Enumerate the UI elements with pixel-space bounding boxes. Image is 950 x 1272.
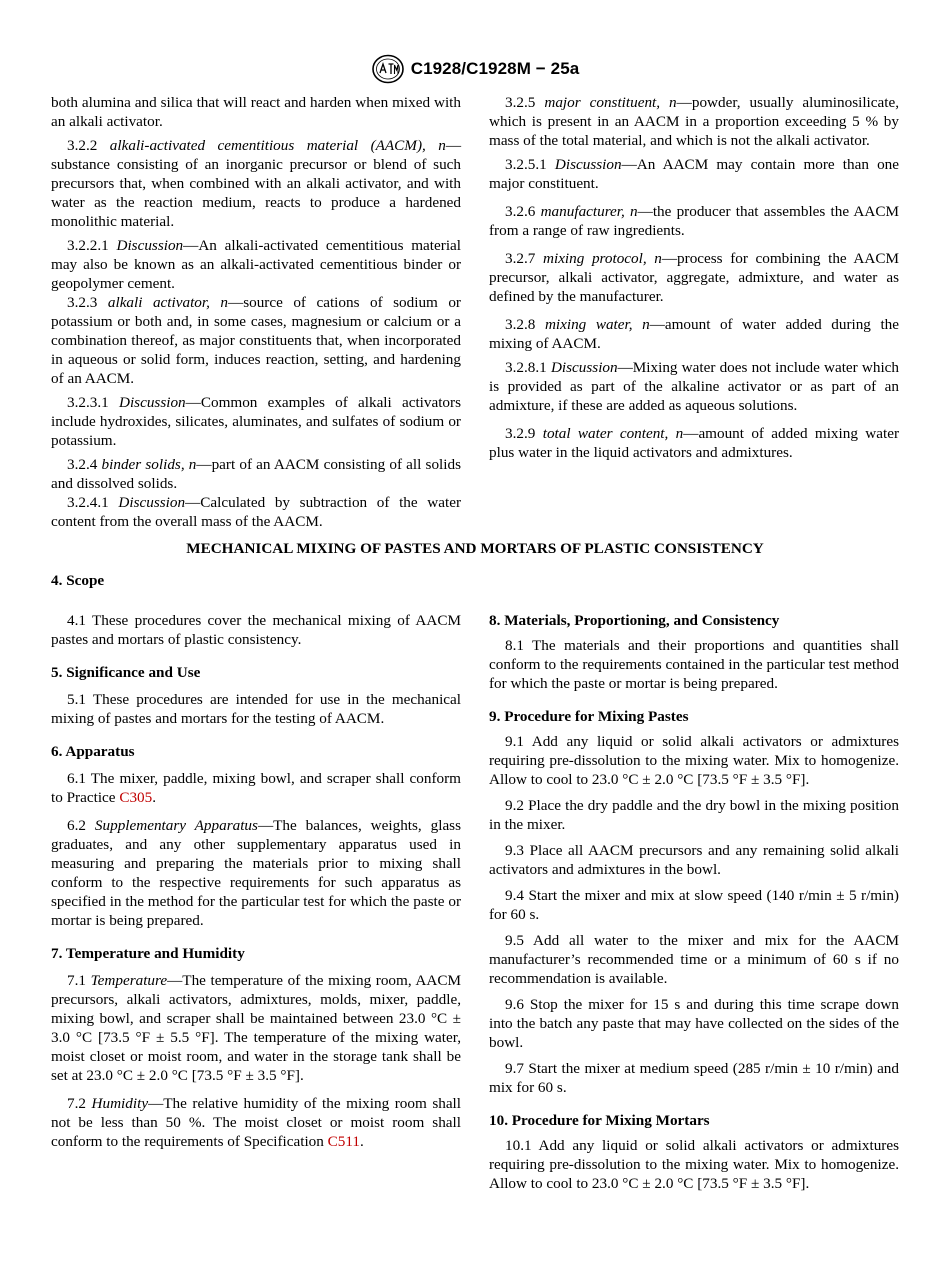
definition-3-2-3: 3.2.3 alkali activator, n—source of cations of sodium or potassium or both and, in some cases, magnesium or calcium or a combination thereof, as major constituents that, when incorporated in aqueous or solid form, induces reaction, setting, and hardening of an AACM. [51, 294, 461, 387]
paragraph-7-2: 7.2 Humidity—The relative humidity of the mixing room shall not be less than 50 %. The moist closet or moist room shall conform to the requirements of Specification C511. [51, 1095, 461, 1150]
document-designation: C1928/C1928M − 25a [410, 59, 580, 78]
section-title: MECHANICAL MIXING OF PASTES AND MORTARS OF PLASTIC CONSISTENCY [186, 540, 764, 557]
definition-3-2-7: 3.2.7 mixing protocol, n—process for combining the AACM precursor, alkali activator, aggregate, admixture, and water as defined by the manufacturer. [489, 250, 899, 305]
heading-temperature-humidity: 7. Temperature and Humidity [51, 945, 245, 962]
paragraph-8-1: 8.1 The materials and their proportions and quantities shall conform to the requirements contained in the particular test method for which the paste or mortar is being prepared. [489, 637, 899, 692]
definition-3-2-3-1: 3.2.3.1 Discussion—Common examples of alkali activators include hydroxides, silicates, aluminates, and sulfates of sodium or potassium. [51, 394, 461, 449]
paragraph-continuation: both alumina and silica that will react and harden when mixed with an alkali activator. [51, 94, 461, 130]
definitions-left-column [51, 93, 461, 536]
paragraph-9-2: 9.2 Place the dry paddle and the dry bowl in the mixing position in the mixer. [489, 797, 899, 833]
heading-mixing-mortars: 10. Procedure for Mixing Mortars [489, 1112, 710, 1129]
paragraph-9-7: 9.7 Start the mixer at medium speed (285 r/min ± 10 r/min) and mix for 60 s. [489, 1060, 899, 1096]
paragraph-6-2: 6.2 Supplementary Apparatus—The balances, weights, glass graduates, and any other supplementary apparatus used in measuring and preparing the materials prior to mixing shall conform to the respective requirements for such apparatus as specified in the method for the particular test for which the paste or mortar is being prepared. [51, 817, 462, 929]
astm-logo-icon [371, 54, 405, 84]
paragraph-7-1: 7.1 Temperature—The temperature of the mixing room, AACM precursors, alkali activators, admixtures, molds, mixer, paddle, mixing bowl, and scraper shall be maintained between 23.0 °C ± 3.0 °C [73.5 °F ± 5.5 °F]. The temperature of the mixing water, moist closet or moist room, and water in the storage tank shall be set at 23.0 °C ± 2.0 °C [73.5 °F ± 3.5 °F]. [51, 972, 461, 1084]
heading-apparatus: 6. Apparatus [51, 743, 135, 760]
definition-3-2-4-1: 3.2.4.1 Discussion—Calculated by subtraction of the water content from the overall mass of the AACM. [51, 494, 461, 530]
heading-materials: 8. Materials, Proportioning, and Consistency [489, 612, 780, 629]
definitions-right-column [489, 93, 899, 467]
definition-3-2-8-1: 3.2.8.1 Discussion—Mixing water does not include water which is provided as part of the alkaline activator or as part of an admixture, if these are added as aqueous solutions. [489, 359, 900, 414]
paragraph-10-1: 10.1 Add any liquid or solid alkali activators or admixtures requiring pre-dissolution to the mixing water. Mix to homogenize. Allow to cool to 23.0 °C ± 2.0 °C [73.5 °F ± 3.5 °F]. [489, 1137, 899, 1192]
definition-3-2-9: 3.2.9 total water content, n—amount of added mixing water plus water in the liquid activators and admixtures. [489, 425, 899, 461]
heading-scope: 4. Scope [51, 572, 105, 589]
paragraph-6-1: 6.1 The mixer, paddle, mixing bowl, and scraper shall conform to Practice C305. [51, 770, 461, 806]
paragraph-9-4: 9.4 Start the mixer and mix at slow speed (140 r/min ± 5 r/min) for 60 s. [489, 887, 899, 923]
definition-3-2-5: 3.2.5 major constituent, n—powder, usually aluminosilicate, which is present in an AACM in a proportion exceeding 5 % by mass of the total material, and which is not the alkali activator. [489, 94, 899, 149]
paragraph-9-6: 9.6 Stop the mixer for 15 s and during this time scrape down into the batch any paste that may have collected on the sides of the bowl. [489, 996, 899, 1051]
procedures-left-column [51, 571, 461, 1156]
paragraph-9-5: 9.5 Add all water to the mixer and mix for the AACM manufacturer’s recommended time or a minimum of 60 s if no recommendation is available. [489, 932, 899, 987]
specification-c511-link[interactable]: C511 [327, 1133, 361, 1150]
heading-mixing-pastes: 9. Procedure for Mixing Pastes [489, 708, 689, 725]
page-header [0, 54, 950, 84]
procedures-right-column [489, 611, 899, 1198]
heading-significance: 5. Significance and Use [51, 664, 201, 681]
paragraph-9-1: 9.1 Add any liquid or solid alkali activators or admixtures requiring pre-dissolution to the mixing water. Mix to homogenize. Allow to cool to 23.0 °C ± 2.0 °C [73.5 °F ± 3.5 °F]. [489, 733, 899, 788]
paragraph-9-3: 9.3 Place all AACM precursors and any remaining solid alkali activators and admixtures in the bowl. [489, 842, 899, 878]
definition-3-2-5-1: 3.2.5.1 Discussion—An AACM may contain more than one major constituent. [489, 156, 899, 192]
paragraph-4-1: 4.1 These procedures cover the mechanical mixing of AACM pastes and mortars of plastic consistency. [51, 612, 461, 648]
definition-3-2-6: 3.2.6 manufacturer, n—the producer that assembles the AACM from a range of raw ingredients. [489, 203, 900, 239]
practice-c305-link[interactable]: C305 [119, 789, 153, 806]
paragraph-5-1: 5.1 These procedures are intended for use in the mechanical mixing of pastes and mortars for the testing of AACM. [51, 691, 461, 727]
definition-3-2-4: 3.2.4 binder solids, n—part of an AACM consisting of all solids and dissolved solids. [51, 456, 461, 492]
definition-3-2-8: 3.2.8 mixing water, n—amount of water added during the mixing of AACM. [489, 316, 900, 352]
definition-3-2-2: 3.2.2 alkali-activated cementitious material (AACM), n—substance consisting of an inorganic precursor or blend of such precursors that, when combined with an alkali activator, and with water as the reaction medium, reacts to produce a hardened monolithic material. [51, 137, 462, 230]
definition-3-2-2-1: 3.2.2.1 Discussion—An alkali-activated cementitious material may also be known as an alkali-activated cementitious binder or geopolymer cement. [51, 237, 461, 292]
